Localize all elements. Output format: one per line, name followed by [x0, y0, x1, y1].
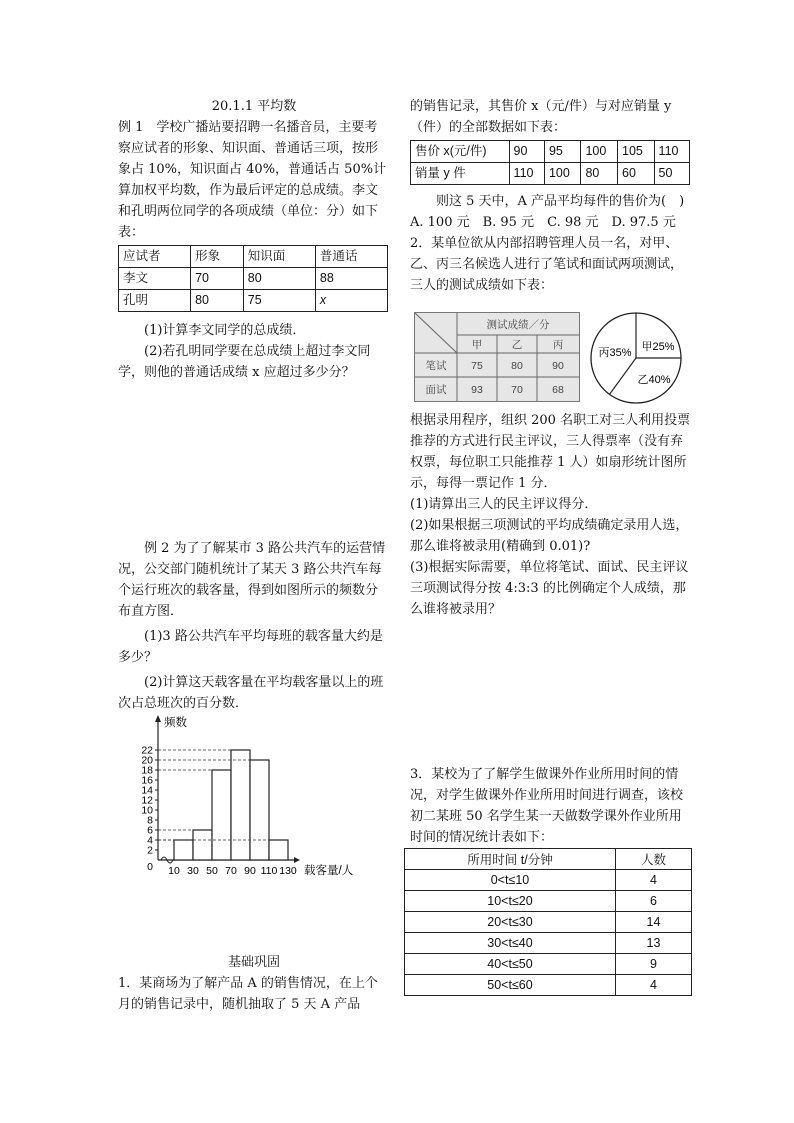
table-cell: 93 — [471, 384, 483, 396]
table-row — [405, 954, 692, 975]
table-cell: 10<t≤20 — [405, 891, 616, 912]
problem1-question: 则这 5 天中，A 产品平均每件的售价为( ) — [436, 194, 685, 209]
example2-q2: (2)计算这天载客量在平均载客量以上的班次占总班次的百分数． — [118, 675, 384, 711]
problem1-start: 1．某商场为了解产品 A 的销售情况，在上个月的销售记录中，随机抽取了 5 天 A 产品 — [118, 976, 378, 1012]
table-cell: 4 — [615, 975, 691, 996]
table-cell: 68 — [552, 384, 564, 396]
table-cell: 105 — [618, 141, 655, 163]
table-header-row — [119, 246, 388, 268]
histogram-bar — [231, 750, 250, 860]
histogram-bar — [174, 840, 193, 860]
vote-pie-chart — [588, 310, 688, 406]
table-row — [405, 891, 692, 912]
y-tick-label: 10 — [141, 804, 153, 817]
table-cell: 30<t≤40 — [405, 933, 616, 954]
table-cell: 9 — [615, 954, 691, 975]
problem3-text: 3．某校为了了解学生做课外作业所用时间的情况，对学生做课外作业所用时间进行调查，该校初二某班 50 名学生某一天做数学课外作业所用时间的情况统计表如下： — [410, 767, 684, 845]
table-row — [119, 268, 388, 290]
histogram-bar — [250, 760, 269, 860]
score-table-graphic — [415, 313, 579, 401]
table-cell: 售价 x(元/件) — [411, 141, 510, 163]
left-column — [118, 96, 390, 383]
table-cell: 所用时间 t/分钟 — [405, 849, 616, 870]
table-cell: 20<t≤30 — [405, 912, 616, 933]
y-tick-label: 18 — [141, 764, 153, 777]
table-cell: 13 — [615, 933, 691, 954]
table-cell: 88 — [315, 268, 387, 290]
table-row — [405, 975, 692, 996]
problem2-description: 根据录用程序，组织 200 名职工对三人利用投票推荐的方式进行民主评议，三人得票率（没有弃权票，每位职工只能推荐 1 人）如扇形统计图所示，每得一票记作 1 分． — [410, 413, 691, 491]
table-cell: 14 — [615, 912, 691, 933]
row-interview: 面试 — [425, 384, 447, 396]
table-cell: 80 — [511, 360, 523, 372]
pie-label-yi: 乙40% — [637, 374, 671, 386]
table-cell: 90 — [509, 141, 544, 163]
table-cell: 50<t≤60 — [405, 975, 616, 996]
y-axis-label: 频数 — [164, 717, 187, 729]
histogram-plot — [141, 715, 353, 877]
table-cell: 90 — [552, 360, 564, 372]
table-cell: 80 — [243, 268, 315, 290]
y-tick-label: 14 — [141, 784, 153, 797]
y-tick-label: 16 — [141, 774, 153, 787]
table-cell: 知识面 — [243, 246, 315, 268]
x-tick-label: 110 — [260, 865, 278, 877]
y-tick-label: 6 — [147, 824, 153, 837]
table-cell: 6 — [615, 891, 691, 912]
table-cell: 人数 — [615, 849, 691, 870]
example2-block — [118, 538, 390, 714]
x-tick-label: 30 — [187, 865, 199, 877]
table-cell: 80 — [191, 290, 244, 312]
right-column — [410, 96, 692, 296]
sales-table — [410, 140, 690, 185]
problem2-q1: (1)请算出三人的民主评议得分． — [410, 497, 598, 512]
table-row — [119, 290, 388, 312]
x-axis-arrow — [294, 857, 300, 863]
x-tick-label: 50 — [206, 865, 218, 877]
consolidation-block — [118, 952, 390, 1015]
table-cell: 50 — [654, 163, 689, 185]
x-tick-label: 130 — [279, 865, 297, 877]
table-cell: 4 — [615, 870, 691, 891]
x-axis-label: 载客量/人 — [304, 865, 354, 877]
problem1-continued: 的销售记录，其售价 x（元/件）与对应销量 y（件）的全部数据如下表： — [410, 99, 672, 135]
origin-label: 0 — [147, 861, 153, 873]
row-written: 笔试 — [425, 360, 447, 372]
table-cell: 70 — [191, 268, 244, 290]
page-title: 20.1.1 平均数 — [211, 99, 297, 114]
table-header-row — [405, 849, 692, 870]
table-cell: x — [315, 290, 387, 312]
table-cell: 60 — [618, 163, 655, 185]
table-cell: 孔明 — [119, 290, 191, 312]
col-bing: 丙 — [552, 339, 564, 351]
problem2-block — [410, 410, 692, 620]
table-cell: 形象 — [191, 246, 244, 268]
problem1-options: A. 100 元 B. 95 元 C. 98 元 D. 97.5 元 — [410, 215, 676, 230]
example2-text: 例 2 为了了解某市 3 路公共汽车的运营情况，公交部门随机统计了某天 3 路公共汽车每个运行班次的载客量，得到如图所示的频数分布直方图． — [118, 541, 386, 619]
problem2-q2: (2)如果根据三项测试的平均成绩确定录用人选，那么谁将被录用(精确到 0.01)? — [410, 518, 689, 554]
score-table-header: 测试成绩／分 — [486, 319, 550, 331]
table-cell: 110 — [509, 163, 544, 185]
col-jia: 甲 — [471, 339, 483, 351]
y-tick-label: 22 — [141, 744, 153, 757]
example1-q2: (2)若孔明同学要在总成绩上超过李文同学，则他的普通话成绩 x 应超过多少分？ — [118, 344, 371, 380]
candidate-score-table — [118, 245, 388, 312]
pie-label-bing: 丙35% — [598, 347, 632, 359]
table-cell: 普通话 — [315, 246, 387, 268]
histogram-chart — [118, 712, 368, 880]
problem3-block — [410, 764, 692, 848]
table-cell: 95 — [544, 141, 581, 163]
table-row — [405, 912, 692, 933]
table-cell: 40<t≤50 — [405, 954, 616, 975]
table-cell: 销量 y 件 — [411, 163, 510, 185]
x-tick-label: 70 — [225, 865, 237, 877]
score-table-figure — [414, 312, 580, 402]
table-cell: 70 — [511, 384, 523, 396]
table-row — [411, 163, 690, 185]
y-axis-arrow — [155, 715, 161, 722]
table-row — [405, 933, 692, 954]
histogram-bar — [269, 840, 288, 860]
table-cell: 75 — [243, 290, 315, 312]
table-row — [405, 870, 692, 891]
y-tick-label: 2 — [147, 844, 153, 857]
table-cell: 李文 — [119, 268, 191, 290]
y-tick-label: 12 — [141, 794, 153, 807]
table-cell: 80 — [581, 163, 618, 185]
x-tick-label: 90 — [244, 865, 256, 877]
y-tick-label: 4 — [147, 834, 153, 847]
x-tick-label: 10 — [168, 865, 180, 877]
example2-q1: (1)3 路公共汽车平均每班的载客量大约是多少？ — [118, 629, 383, 665]
homework-time-table — [404, 848, 692, 996]
table-cell: 75 — [471, 360, 483, 372]
col-yi: 乙 — [511, 339, 523, 351]
pie-label-jia: 甲25% — [641, 341, 675, 353]
table-cell: 110 — [654, 141, 689, 163]
example1-q1: (1)计算李文同学的总成绩． — [144, 323, 306, 338]
problem2-q3: (3)根据实际需要，单位将笔试、面试、民主评议三项测试得分按 4:3:3 的比例确定个人成绩，那么谁将被录用？ — [410, 560, 689, 617]
table-cell: 100 — [581, 141, 618, 163]
y-tick-label: 8 — [147, 814, 153, 827]
table-row — [411, 141, 690, 163]
table-cell: 应试者 — [119, 246, 191, 268]
y-tick-label: 20 — [141, 754, 153, 767]
problem2-text: 2．某单位欲从内部招聘管理人员一名，对甲、乙、丙三名候选人进行了笔试和面试两项测试，三人的测试成绩如下表： — [410, 236, 684, 293]
section-title: 基础巩固 — [227, 955, 280, 970]
table-cell: 100 — [544, 163, 581, 185]
histogram-bar — [193, 830, 212, 860]
histogram-bar — [212, 770, 231, 860]
table-cell: 0<t≤10 — [405, 870, 616, 891]
example1-text: 例 1 学校广播站要招聘一名播音员，主要考察应试者的形象、知识面、普通话三项，按形象占 10%，知识面占 40%，普通话占 50%计算加权平均数，作为最后评定的总成绩。李文和孔明两位同学的各项成绩（单位：分）如下表： — [118, 120, 387, 240]
